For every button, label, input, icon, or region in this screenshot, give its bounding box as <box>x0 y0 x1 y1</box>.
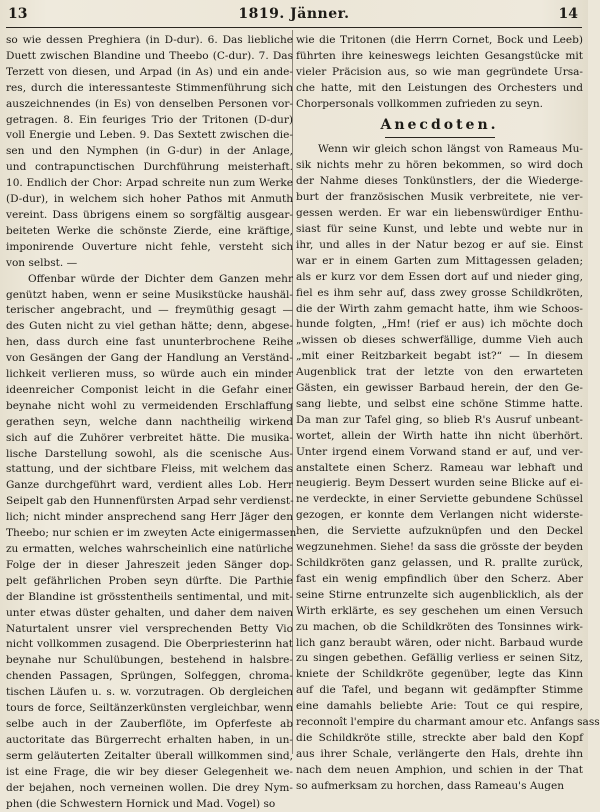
page-number-left: 13 <box>8 6 27 22</box>
text-line: Terzett von diesen, und Arpad (in As) und ein ande- <box>6 65 293 81</box>
text-line: von selbst. — <box>6 256 293 272</box>
text-line: reconnoît l'empire du charmant amour etc. Anfangs sass <box>296 715 583 731</box>
text-line: getragen. 8. Ein feuriges Trio der Tritonen (D-dur) <box>6 113 293 129</box>
text-line: nicht vollkommen zusagend. Die Oberpriesterinn hat <box>6 637 293 653</box>
text-line: wegzunehmen. Siehe! da sass die grösste der beyden <box>296 540 583 556</box>
text-line: (D-dur), in welchem sich hoher Pathos mit Anmuth <box>6 192 293 208</box>
text-line: die Schildkröte stille, streckte aber bald den Kopf <box>296 731 583 747</box>
text-line: führten ihre keineswegs leichten Gesangstücke mit <box>296 49 583 65</box>
text-line: chenden Passagen, Sprüngen, Solfeggen, chroma- <box>6 669 293 685</box>
anecdote-text <box>296 142 583 794</box>
text-line: eine damahls beliebte Arie: Tout ce qui respire, <box>296 699 583 715</box>
text-line: Seipelt gab den Hunnenfürsten Arpad sehr verdienst- <box>6 494 293 510</box>
right-column-intro <box>296 33 583 113</box>
left-column <box>6 33 293 812</box>
text-line: ist eine Frage, die wir bey dieser Gelegenheit we- <box>6 765 293 781</box>
text-line: vereint. Dass übrigens einem so sorgfältig ausgear- <box>6 208 293 224</box>
text-line: nach dem neuen Amphion, und schien in der That <box>296 763 583 779</box>
text-line: pelt gefährlichen Proben seyn dürfte. Die Parthie <box>6 574 293 590</box>
text-line: Da man zur Tafel ging, so blieb R's Ausruf unbeant- <box>296 413 583 429</box>
text-line: zu machen, ob die Schildkröten des Tonsinnes wirk- <box>296 620 583 636</box>
text-line: hen, dass durch eine fast ununterbrochene Reihe <box>6 335 293 351</box>
text-line: als er kurz vor dem Essen dort auf und nieder ging, <box>296 270 583 286</box>
text-line: Gästen, ein gewisser Barbaud herein, der den Ge- <box>296 381 583 397</box>
text-line: fiel es ihm sehr auf, dass zwey grosse Schildkröten, <box>296 286 583 302</box>
text-line: gessen werden. Er war ein liebenswürdiger Enthu- <box>296 206 583 222</box>
text-line: vieler Präcision aus, so wie man gegründete Ursa- <box>296 65 583 81</box>
text-line: so aufmerksam zu horchen, dass Rameau's Augen <box>296 779 583 795</box>
heading-rule <box>385 137 495 138</box>
text-line: Unter irgend einem Vorwand stand er auf, und ver- <box>296 445 583 461</box>
text-line: neugierig. Beym Dessert wurden seine Blicke auf ei- <box>296 476 583 492</box>
text-line: sen und den Nymphen (in G-dur) in der Anlage, <box>6 144 293 160</box>
text-line: siast für seine Kunst, und lebte und webte nur in <box>296 222 583 238</box>
text-line: Naturtalent unsrer viel versprechenden Betty Vio <box>6 622 293 638</box>
text-line: ihr, und alles in der Natur bezog er auf sie. Einst <box>296 238 583 254</box>
text-line: Duett zwischen Blandine und Theebo (C-dur). 7. Das <box>6 49 293 65</box>
text-line: so wie dessen Preghiera (in D-dur). 6. Das liebliche <box>6 33 293 49</box>
text-line: genützt haben, wenn er seine Musikstücke haushäl- <box>6 288 293 304</box>
text-line: unter etwas düster gehalten, und daher dem naiven <box>6 606 293 622</box>
text-line: 10. Endlich der Chor: Arpad schreite nun zum Werke <box>6 176 293 192</box>
running-header: 1819. Jänner. <box>0 6 588 22</box>
text-line: hunde folgten, „Hm! (rief er aus) ich möchte doch <box>296 317 583 333</box>
text-line: Wirth erklärte, es sey geschehen um einen Versuch <box>296 604 583 620</box>
text-line: hen, die Serviette aufzuknüpfen und den Deckel <box>296 524 583 540</box>
text-line: terischer angebracht, und — freymüthig gesagt — <box>6 303 293 319</box>
text-line: von Gesängen der Gang der Handlung an Verständ- <box>6 351 293 367</box>
text-line: beynahe nur Schulübungen, bestehend in halsbre- <box>6 653 293 669</box>
text-line: sang liebte, und selbst eine schöne Stimme hatte. <box>296 397 583 413</box>
text-line: sik nichts mehr zu hören bekommen, so wird doch <box>296 158 583 174</box>
text-line: lische Darstellung sowohl, als die scenische Aus- <box>6 447 293 463</box>
text-line: auctoritate das Bürgerrecht erhalten haben, in un- <box>6 733 293 749</box>
text-line: beiteten Werke die schönste Zierde, eine kräftige, <box>6 224 293 240</box>
text-line: Ganze durchgeführt ward, verdient alles Lob. Herr <box>6 478 293 494</box>
text-line: wortet, allein der Wirth hatte ihn nicht überhört. <box>296 429 583 445</box>
page-number-right: 14 <box>559 6 578 22</box>
text-line: aus ihrer Schale, verlängerte den Hals, drehte ihn <box>296 747 583 763</box>
text-line: zu singen gebethen. Gefällig verliess er seinen Sitz, <box>296 651 583 667</box>
text-line: wie die Tritonen (die Herrn Cornet, Bock und Leeb) <box>296 33 583 49</box>
text-line: lich ganz beraubt wären, oder nicht. Barbaud wurde <box>296 636 583 652</box>
text-line: der Nahme dieses Tonkünstlers, der die Wiederge- <box>296 174 583 190</box>
text-line: der bejahen, noch verneinen wollen. Die drey Nym- <box>6 781 293 797</box>
text-line: der Blandine ist grösstentheils sentimental, und mit- <box>6 590 293 606</box>
text-line: Schildkröten ganz gelassen, und R. prallte zurück, <box>296 556 583 572</box>
text-line: lichkeit verlieren muss, so würde auch ein minder <box>6 367 293 383</box>
text-line: Augenblick trat der letzte von den erwarteten <box>296 365 583 381</box>
text-line: gezogen, er konnte dem Verlangen nicht widerste- <box>296 508 583 524</box>
section-heading: Anecdoten. <box>296 118 583 134</box>
text-line: ne verdeckte, in einer Serviette gebundene Schüssel <box>296 492 583 508</box>
text-line: Theebo; nur schien er im zweyten Acte einigermassen <box>6 526 293 542</box>
text-line: seine Stirne entrunzelte sich augenblicklich, als der <box>296 588 583 604</box>
text-line: kniete der Schildkröte gegenüber, legte das Kinn <box>296 667 583 683</box>
text-line: stattung, und der sichtbare Fleiss, mit welchem das <box>6 462 293 478</box>
text-line: und contrapunctischen Durchführung meisterhaft. <box>6 160 293 176</box>
text-line: „wissen ob dieses schwerfällige, dumme Vieh auch <box>296 333 583 349</box>
text-line: tours de force, Seiltänzerkünsten vergleichbar, wenn <box>6 701 293 717</box>
text-line: Wenn wir gleich schon längst von Rameaus Mu- <box>296 142 583 158</box>
text-line: voll Energie und Leben. 9. Das Sextett zwischen die- <box>6 128 293 144</box>
text-line: serm geläuterten Zeitalter überall willkommen sind, <box>6 749 293 765</box>
text-line: Folge der in dieser Jahreszeit jeden Sänger dop- <box>6 558 293 574</box>
text-line: gerathen seyn, welche dann nachtheilig wirkend <box>6 415 293 431</box>
text-line: auf die Tafel, und begann wit gedämpfter Stimme <box>296 683 583 699</box>
text-line: Chorpersonals vollkommen zufrieden zu seyn. <box>296 97 583 113</box>
text-line: imponirende Ouverture nicht fehle, versteht sich <box>6 240 293 256</box>
text-line: ideenreicher Componist leicht in die Gefahr einer <box>6 383 293 399</box>
text-line: lich; nicht minder ansprechend sang Herr Jäger den <box>6 510 293 526</box>
text-line: zu ermatten, welches wahrscheinlich eine natürliche <box>6 542 293 558</box>
text-line: selbe auch in der Zauberflöte, im Opferfeste ab <box>6 717 293 733</box>
text-line: des Guten nicht zu viel gethan hätte; denn, abgese- <box>6 319 293 335</box>
text-line: anstaltete einen Scherz. Rameau war lebhaft und <box>296 461 583 477</box>
text-line: „mit einer Reitzbarkeit begabt ist?“ — In diesem <box>296 349 583 365</box>
text-line: burt der französischen Musik verbreitete, nie ver- <box>296 190 583 206</box>
text-line: tischen Läufen u. s. w. vorzutragen. Ob dergleichen <box>6 685 293 701</box>
header-rule <box>6 27 582 28</box>
text-line: res, durch die interessanteste Stimmenführung sich <box>6 81 293 97</box>
text-line: war er in einem Garten zum Mittagessen geladen; <box>296 254 583 270</box>
text-line: Offenbar würde der Dichter dem Ganzen mehr <box>6 272 293 288</box>
text-line: beynahe nicht wohl zu vermeidenden Erschlaffung <box>6 399 293 415</box>
text-line: die der Wirth zahm gemacht hatte, ihm wie Schoos- <box>296 302 583 318</box>
text-line: che hatte, mit den Leistungen des Orchesters und <box>296 81 583 97</box>
right-column <box>296 33 583 795</box>
text-line: auszeichnendes (in Es) von denselben Personen vor- <box>6 97 293 113</box>
text-line: sich auf die Zuhörer verbreitet hätte. Die musika- <box>6 431 293 447</box>
text-line: fast ein wenig empfindlich über den Scherz. Aber <box>296 572 583 588</box>
text-line: phen (die Schwestern Hornick und Mad. Vogel) so <box>6 797 293 812</box>
